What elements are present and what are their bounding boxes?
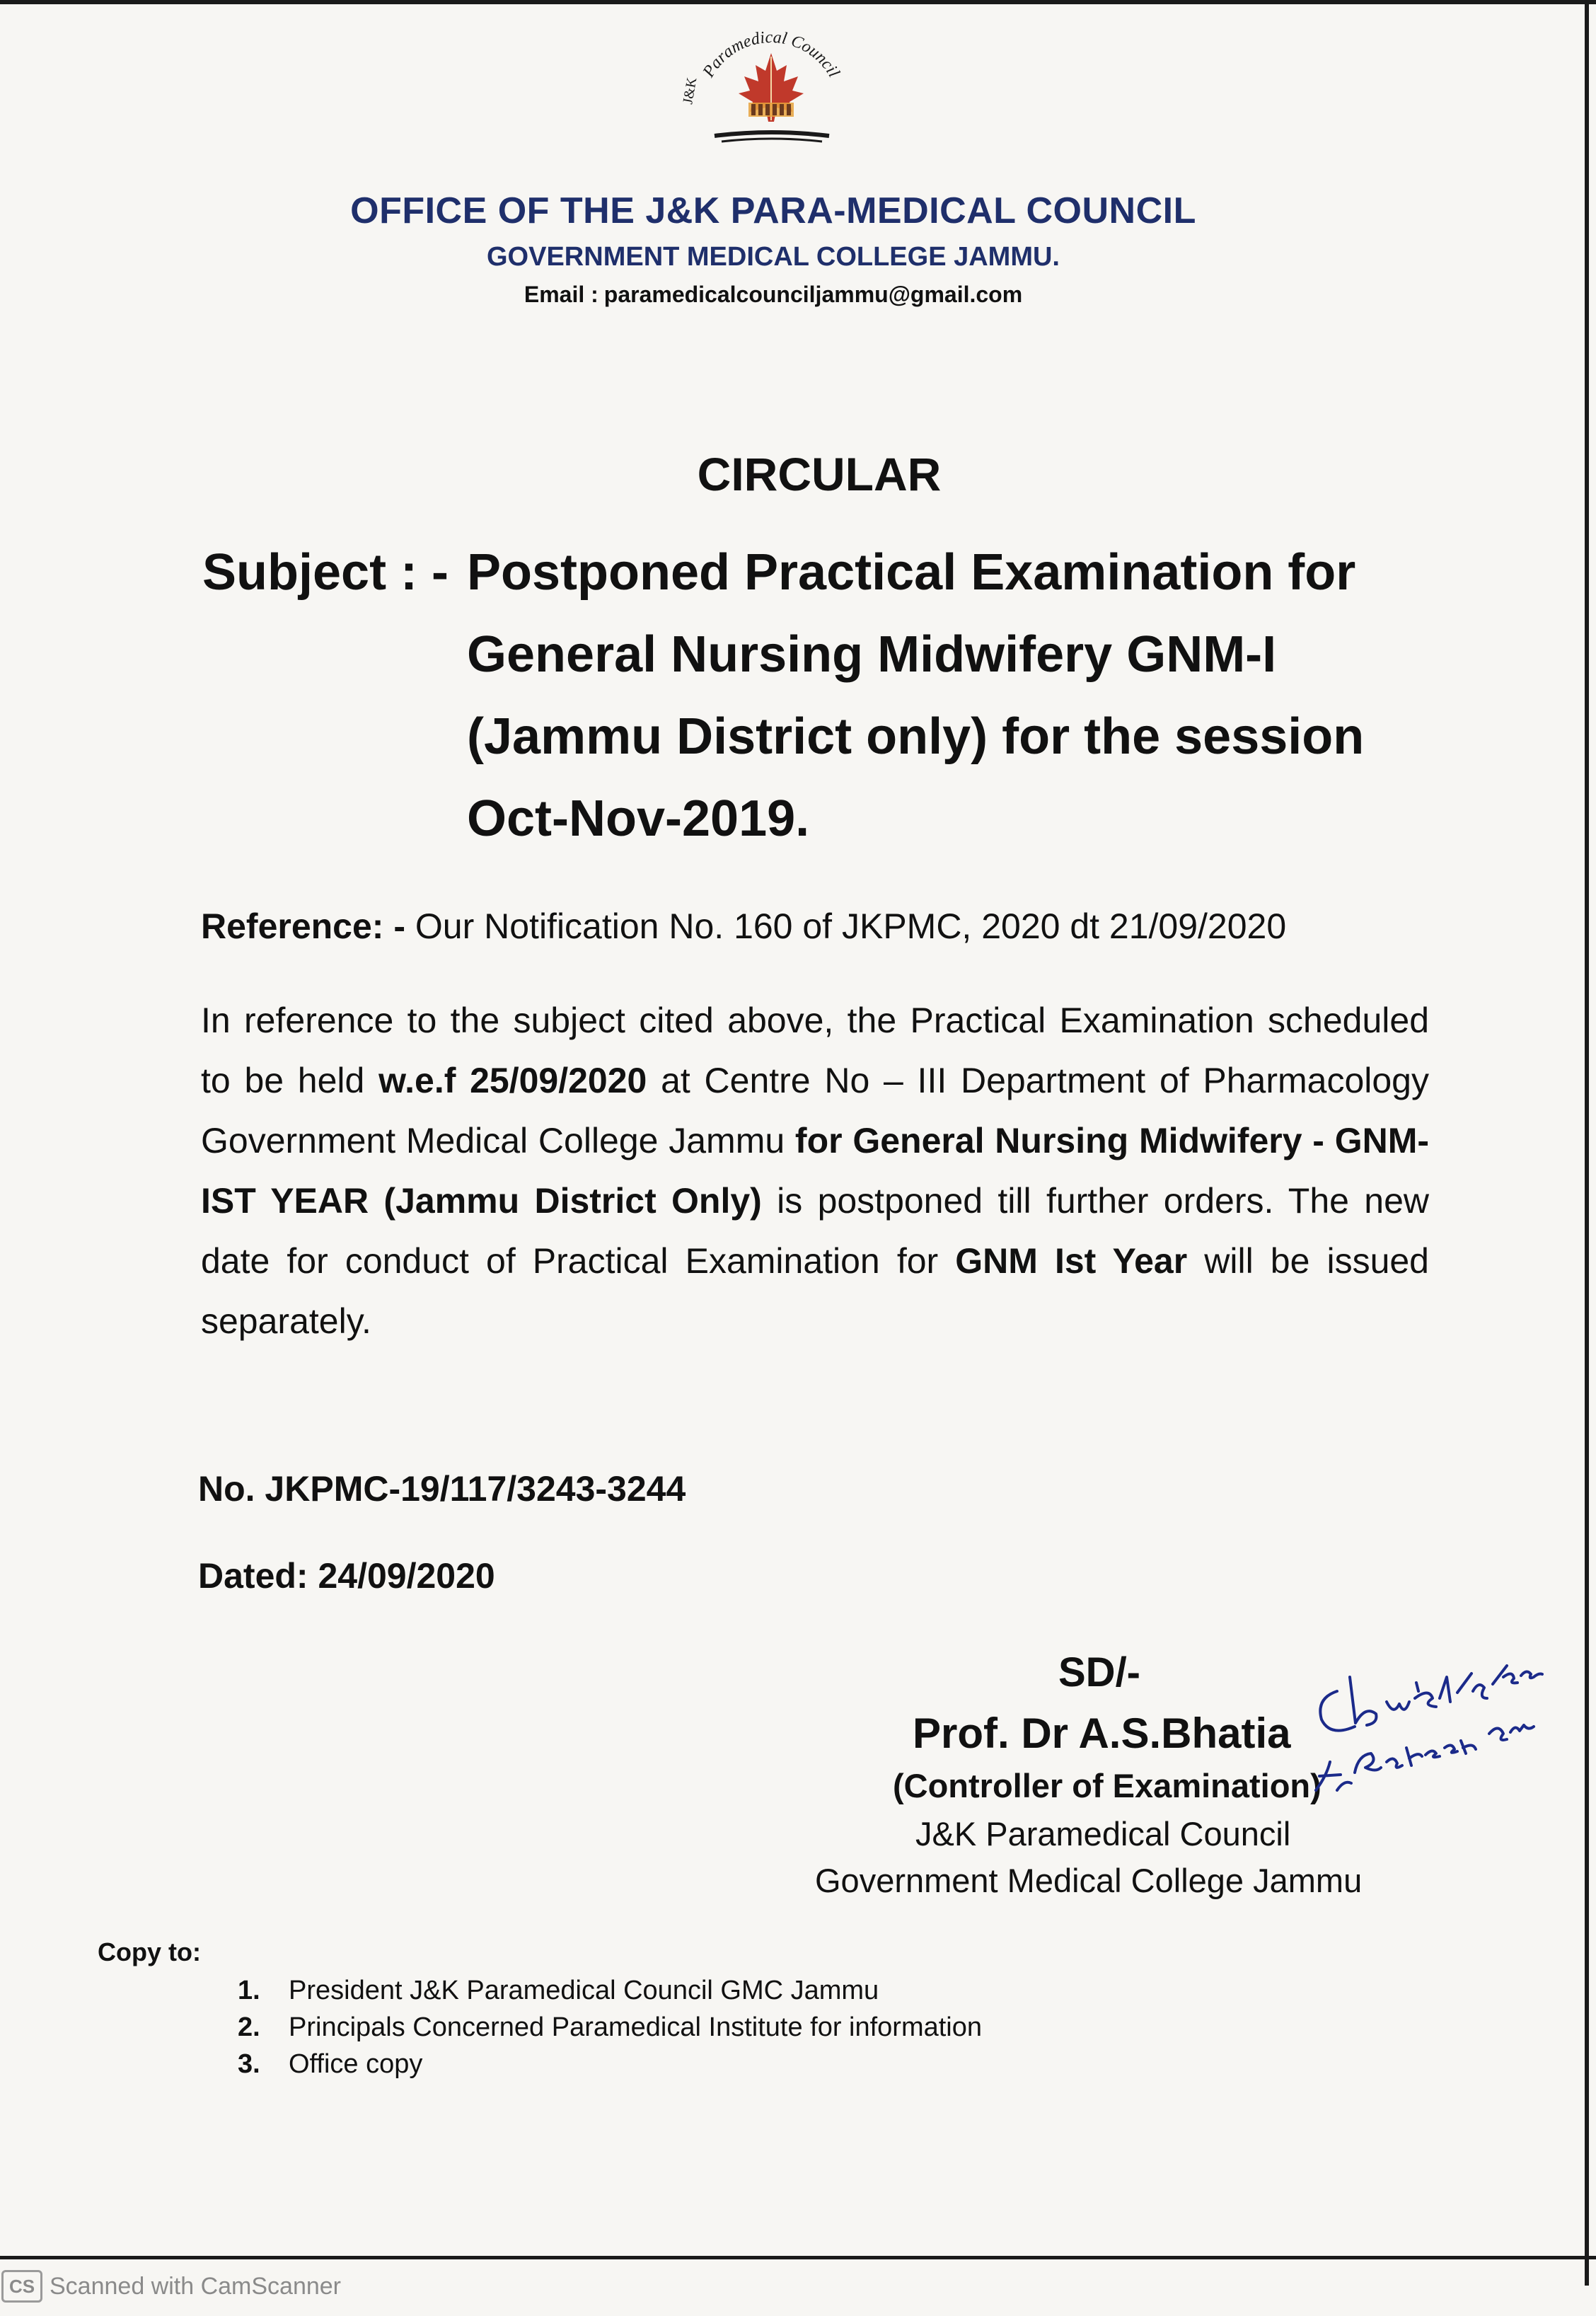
- list-item-text: Principals Concerned Paramedical Institute for information: [289, 2012, 983, 2042]
- office-title: OFFICE OF THE J&K PARA-MEDICAL COUNCIL: [350, 190, 1196, 231]
- body-bold-course: for General Nursing Midwifery - GNM-IST YEAR (Jammu District Only): [201, 1121, 1430, 1221]
- subject-line: Oct-Nov-2019.: [467, 790, 810, 847]
- reference-text: Our Notification No. 160 of JKPMC, 2020 dt 21/09/2020: [405, 906, 1287, 946]
- list-item: [238, 2012, 982, 2049]
- logo-arc-text: Paramedical Council: [699, 28, 843, 81]
- scan-top-edge: [0, 0, 1596, 4]
- copy-to-list: [238, 1976, 982, 2086]
- list-item: [238, 1976, 982, 2012]
- reference-line: [201, 906, 1286, 947]
- maple-leaf-emblem-icon: [665, 14, 877, 156]
- subject-line: General Nursing Midwifery GNM-I: [467, 626, 1277, 683]
- list-item-text: Office copy: [289, 2049, 423, 2079]
- reference-label: Reference: -: [201, 906, 405, 946]
- body-bold-date: w.e.f 25/09/2020: [378, 1061, 647, 1100]
- college-name: GOVERNMENT MEDICAL COLLEGE JAMMU.: [487, 242, 1060, 272]
- email-label: Email :: [524, 282, 598, 307]
- signatory-role: (Controller of Examination): [893, 1767, 1322, 1804]
- body-text: In reference to the subject cited above, the Practical Examination scheduled to be held: [201, 1001, 1429, 1100]
- subject-line: Postponed Practical Examination for: [467, 544, 1356, 601]
- list-item-number: 3.: [238, 2049, 260, 2079]
- circular-date: Dated: 24/09/2020: [198, 1556, 495, 1596]
- camscanner-icon: CS: [1, 2270, 42, 2303]
- logo-left-text: J&K: [680, 76, 700, 105]
- circular-heading: CIRCULAR: [697, 448, 942, 500]
- circular-number: No. JKPMC-19/117/3243-3244: [198, 1469, 686, 1509]
- scan-bottom-edge: [0, 2256, 1596, 2259]
- scanner-watermark: [1, 2270, 341, 2303]
- handwritten-signature: [1288, 1649, 1571, 1861]
- council-logo: [665, 14, 877, 156]
- scanner-text: Scanned with CamScanner: [50, 2272, 342, 2300]
- copy-to-label: Copy to:: [98, 1937, 201, 1966]
- body-text: is postponed till further orders. The new date for conduct of Practical Examination for: [201, 1181, 1429, 1281]
- signatory-council: J&K Paramedical Council: [915, 1815, 1291, 1853]
- email-address: paramedicalcounciljammu@gmail.com: [603, 282, 1023, 307]
- circular-body: [201, 991, 1429, 1352]
- list-item-number: 1.: [238, 1976, 260, 2005]
- scan-right-edge: [1585, 0, 1589, 2286]
- list-item: [238, 2049, 982, 2086]
- list-item-number: 2.: [238, 2012, 260, 2042]
- subject-label: Subject : -: [202, 544, 449, 601]
- office-email: [0, 282, 1546, 308]
- signatory-name: Prof. Dr A.S.Bhatia: [913, 1710, 1291, 1757]
- body-text: at Centre No – III Department of Pharmacology Government Medical College Jammu: [201, 1061, 1429, 1160]
- body-text: will be issued separately.: [201, 1241, 1429, 1341]
- signature-sd: SD/-: [1058, 1649, 1140, 1695]
- list-item-text: President J&K Paramedical Council GMC Jammu: [289, 1976, 879, 2005]
- signatory-college: Government Medical College Jammu: [815, 1862, 1363, 1899]
- body-bold-year: GNM Ist Year: [955, 1241, 1188, 1281]
- subject-line: (Jammu District only) for the session: [467, 708, 1365, 765]
